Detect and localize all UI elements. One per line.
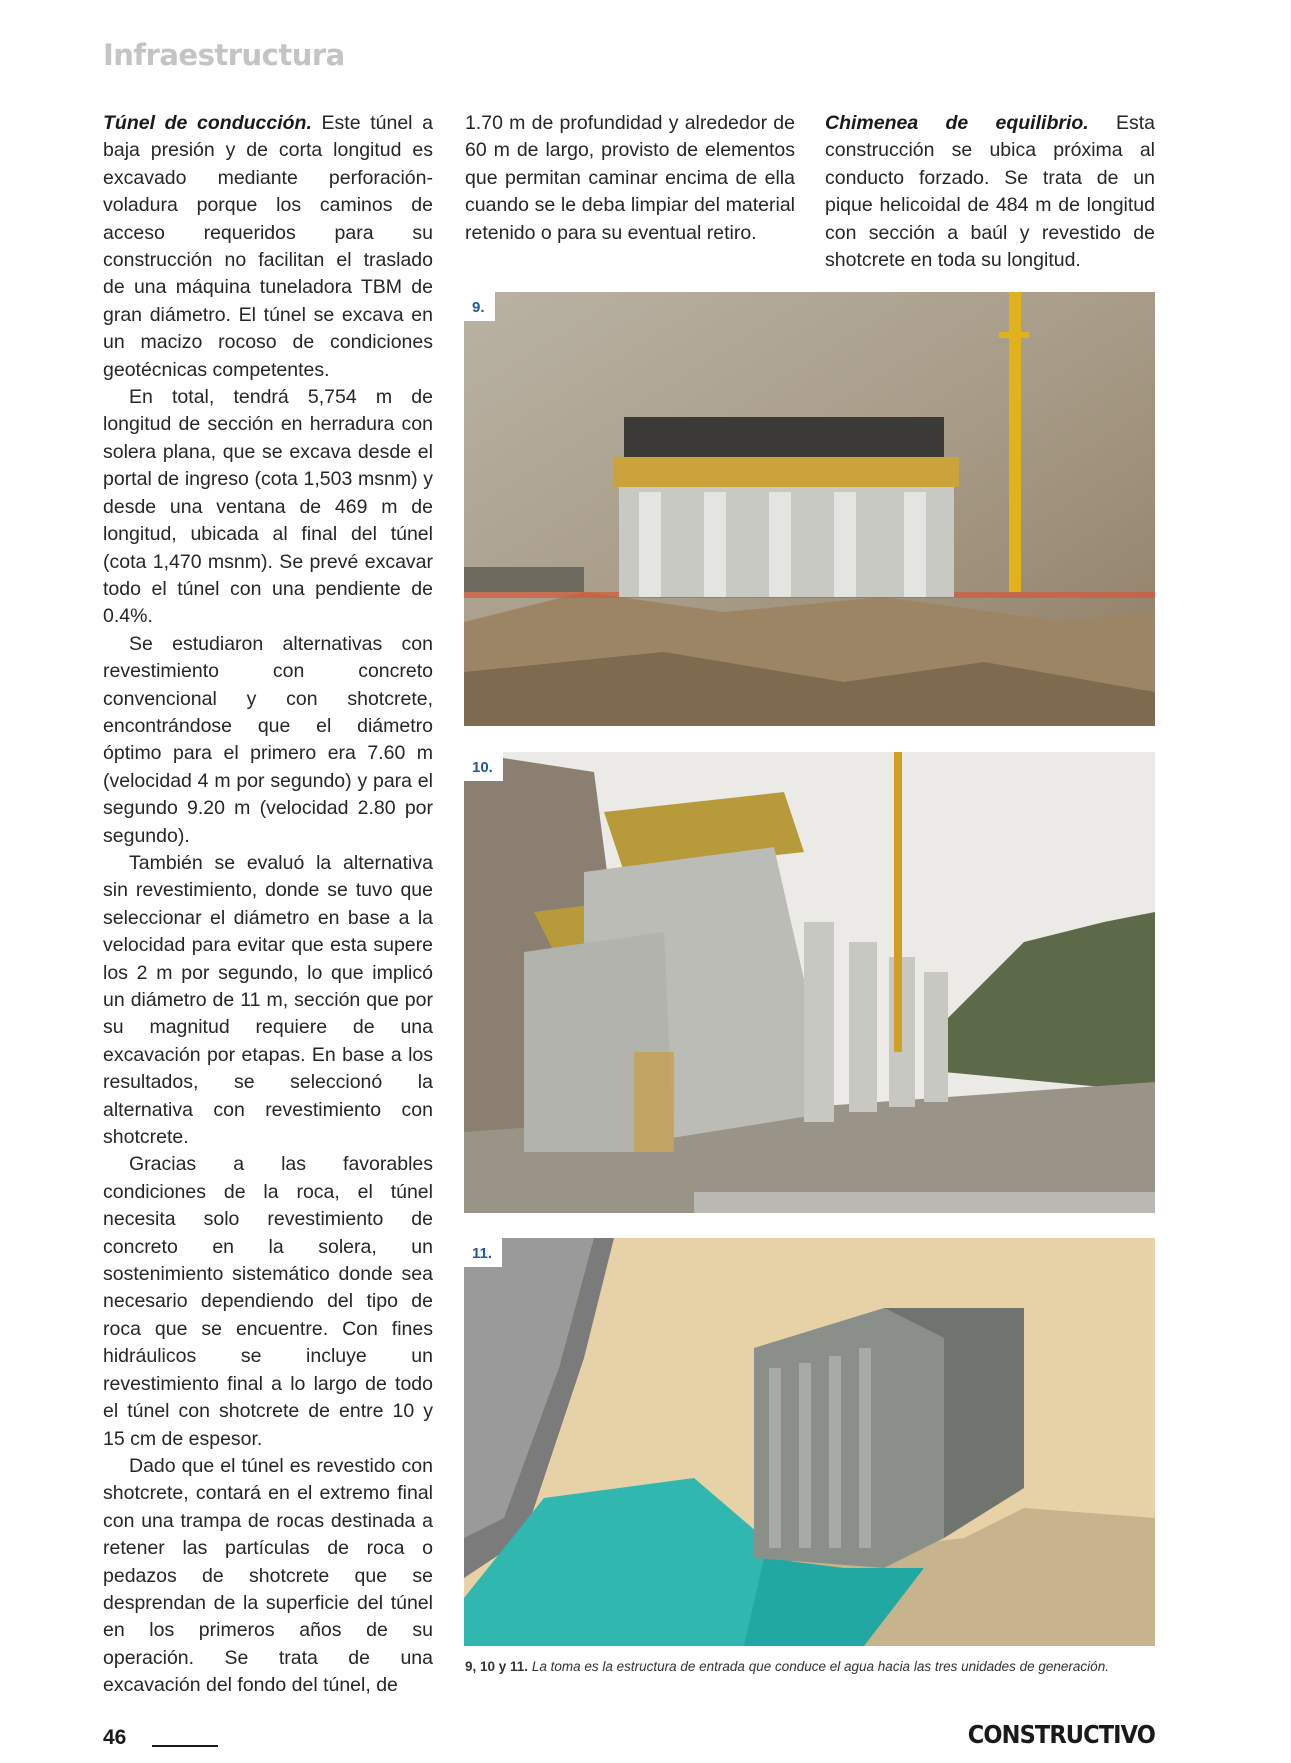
paragraph-text: Esta construcción se ubica próxima al conducto forzado. Se trata de un pique helicoidal de 484 m de longitud con sección a baúl y revestido de shotcrete en toda su longitud.: [825, 112, 1155, 272]
column-3: [825, 110, 1155, 274]
caption-text: La toma es la estructura de entrada que conduce el agua hacia las tres unidades de generación.: [528, 1659, 1109, 1674]
paragraph: Dado que el túnel es revestido con shotcrete, contará en el extremo final con una trampa de rocas destinada a retener las partículas de roca o pedazos de shotcrete que se desprendan de la superficie del túnel en los primeros años de su operación. Se trata de una excavación del fondo del túnel, de: [103, 1454, 433, 1697]
paragraph-lead: Túnel de conducción.: [103, 112, 312, 134]
paragraph: También se evaluó la alternativa sin revestimiento, donde se tuvo que seleccionar el diámetro en base a la velocidad para evitar que esta supere los 2 m por segundo, lo que implicó un diámetro de 11 m, sección que por su magnitud requiere de una excavación por etapas. En base a los resultados, se seleccionó la alternativa con revestimiento con shotcrete.: [103, 851, 433, 1149]
figure-11-illustration: [464, 1238, 1155, 1646]
figure-label: 11.: [464, 1238, 502, 1267]
paragraph: Gracias a las favorables condiciones de la roca, el túnel necesita solo revestimiento de concreto en la solera, un sostenimiento sistemático donde sea necesario dependiendo del tipo de roca que se encuentre. Con fines hidráulicos se incluye un revestimiento final a lo largo de todo el túnel con shotcrete de entre 10 y 15 cm de espesor.: [103, 1153, 433, 1450]
figure-label: 9.: [464, 292, 495, 321]
paragraph-lead: Chimenea de equilibrio.: [825, 112, 1089, 134]
paragraph: 1.70 m de profundidad y alrededor de 60 m de largo, provisto de elementos que permitan caminar encima de ella cuando se le deba limpiar del material retenido o para su eventual retiro.: [465, 112, 795, 244]
paragraph: En total, tendrá 5,754 m de longitud de sección en herradura con solera plana, que se excava desde el portal de ingreso (cota 1,503 msnm) y desde una ventana de 469 m de longitud, ubicada al final del túnel (cota 1,470 msnm). Se prevé excavar todo el túnel con una pendiente de 0.4%.: [103, 386, 433, 628]
column-1: [103, 110, 433, 1700]
section-title: Infraestructura: [103, 38, 345, 72]
paragraph-tunel-conduccion: [103, 110, 433, 384]
figure-caption: [465, 1659, 1165, 1674]
magazine-brand: CONSTRUCTIVO: [967, 1720, 1155, 1749]
figure-9-photo: [464, 292, 1155, 726]
figure-label: 10.: [464, 752, 503, 781]
paragraph: Se estudiaron alternativas con revestimiento con concreto convencional y con shotcrete, encontrándose que el diámetro óptimo para el primero era 7.60 m (velocidad 4 m por segundo) y para el segundo 9.20 m (velocidad 2.80 por segundo).: [103, 632, 433, 847]
footer-rule: [152, 1745, 218, 1747]
paragraph-chimenea: [825, 110, 1155, 274]
figure-11-render: [464, 1238, 1155, 1646]
figure-10-illustration: [464, 752, 1155, 1213]
paragraph-text: Este túnel a baja presión y de corta longitud es excavado mediante perforación-voladura porque los caminos de acceso requeridos para su construcción no facilitan el traslado de una máquina tuneladora TBM de gran diámetro. El túnel se excava en un macizo rocoso de condiciones geotécnicas competentes.: [103, 112, 433, 381]
column-2: [465, 110, 795, 247]
page-number: 46: [103, 1726, 127, 1749]
caption-lead: 9, 10 y 11.: [465, 1659, 529, 1674]
figure-9-illustration: [464, 292, 1155, 726]
figure-10-photo: [464, 752, 1155, 1213]
